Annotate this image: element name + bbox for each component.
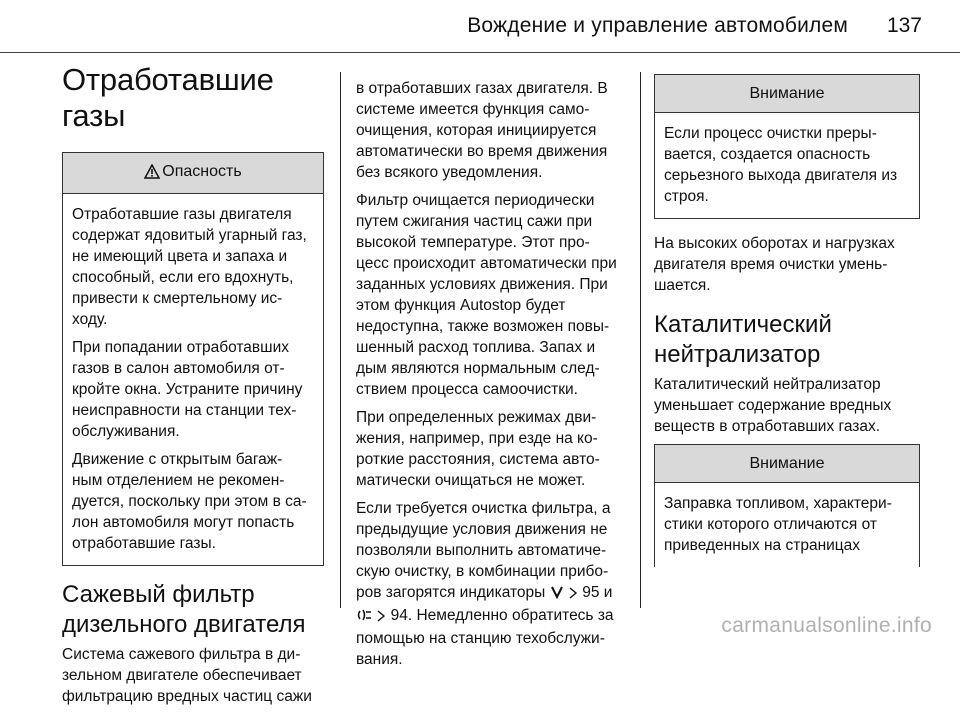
header-rule — [0, 52, 960, 53]
column-3 — [654, 74, 920, 581]
glow-plug-icon — [356, 607, 372, 628]
notice-box-header: Внимание — [655, 445, 919, 483]
section-text: Система сажевого фильтра в ди- зельном двигателе обеспечивает фильтрацию вредных частиц сажи — [62, 646, 312, 705]
notice-box-body — [655, 113, 919, 218]
section-title-diesel-filter: Сажевый фильтр дизельного двигателя — [62, 581, 306, 638]
header-title: Вождение и управление автомобилем — [467, 14, 848, 37]
page-reference-arrow-icon — [376, 607, 386, 628]
watermark: carmanualsonline.info — [721, 614, 932, 637]
paragraph-indicators — [356, 498, 624, 670]
paragraph-text: Если требуется очистка фильтра, а предыдущие условия движения не позволяли выполнить автоматиче- скую очистку, в комбинации прибо- ров загорятся индикаторы — [356, 500, 611, 601]
danger-heading: Опасность — [162, 163, 242, 180]
notice-text: Заправка топливом, характери- стики которого отличаются от приведенных на страницах — [664, 495, 892, 554]
notice-box-header: Внимание — [655, 75, 919, 113]
page-reference-arrow-icon — [568, 584, 578, 605]
page-title: Отработавшие газы — [62, 62, 274, 133]
notice-box — [654, 74, 920, 219]
danger-box-body — [63, 194, 323, 565]
paragraph: в отработавших газах двигателя. В системе имеется функция само- очищения, которая инициируется автоматически во время движения без всякого уведомления. — [356, 80, 608, 181]
danger-box — [62, 152, 324, 566]
paragraph: На высоких оборотах и нагрузках двигателя время очистки умень- шается. — [654, 235, 895, 294]
page-number: 137 — [886, 14, 922, 37]
danger-paragraph: Отработавшие газы двигателя содержат ядовитый угарный газ, не имеющий цвета и запаха и способный, если его вдохнуть, привести к смертельному ис- ходу. — [72, 206, 307, 328]
column-divider-1 — [340, 72, 341, 608]
danger-box-header — [63, 153, 323, 194]
column-1 — [62, 62, 324, 714]
page-reference: 95 и — [582, 584, 613, 601]
danger-paragraph: При попадании отработавших газов в салон автомобиля от- кройте окна. Устраните причину неисправности на станции тех- обслуживания. — [72, 339, 303, 440]
column-2 — [356, 78, 624, 677]
warning-triangle-icon — [144, 164, 160, 185]
danger-paragraph: Движение с открытым багаж- ным отделением не рекомен- дуется, поскольку при этом в са- лон автомобиля могут попасть отработавшие газы. — [72, 451, 307, 552]
paragraph: При определенных режимах дви- жения, например, при езде на ко- роткие расстояния, система авто- матически очищаться не может. — [356, 409, 600, 489]
paragraph: Фильтр очищается периодически путем сжигания частиц сажи при высокой температуре. Этот про- цесс происходит автоматически при заданных условиях движения. При этом функция Autostop будет недоступна, также возможен повы- шенный расход топлива. Запах и дым являются нормальным след- ствием процесса самоочистки. — [356, 192, 617, 398]
notice-box-body — [655, 483, 919, 567]
notice-text: Если процесс очистки преры- вается, создается опасность серьезного выхода двигателя из строя. — [664, 125, 898, 205]
paragraph-text: 94. Немедленно обратитесь за помощью на станцию техобслужи- вания. — [356, 607, 614, 668]
notice-box — [654, 444, 920, 567]
section-title-catalytic-converter: Каталитический нейтрализатор — [654, 311, 832, 368]
column-divider-2 — [640, 72, 641, 608]
diesel-filter-icon — [550, 584, 564, 605]
section-text: Каталитический нейтрализатор уменьшает содержание вредных веществ в отработавших газах. — [654, 376, 892, 435]
page-header — [0, 0, 960, 52]
